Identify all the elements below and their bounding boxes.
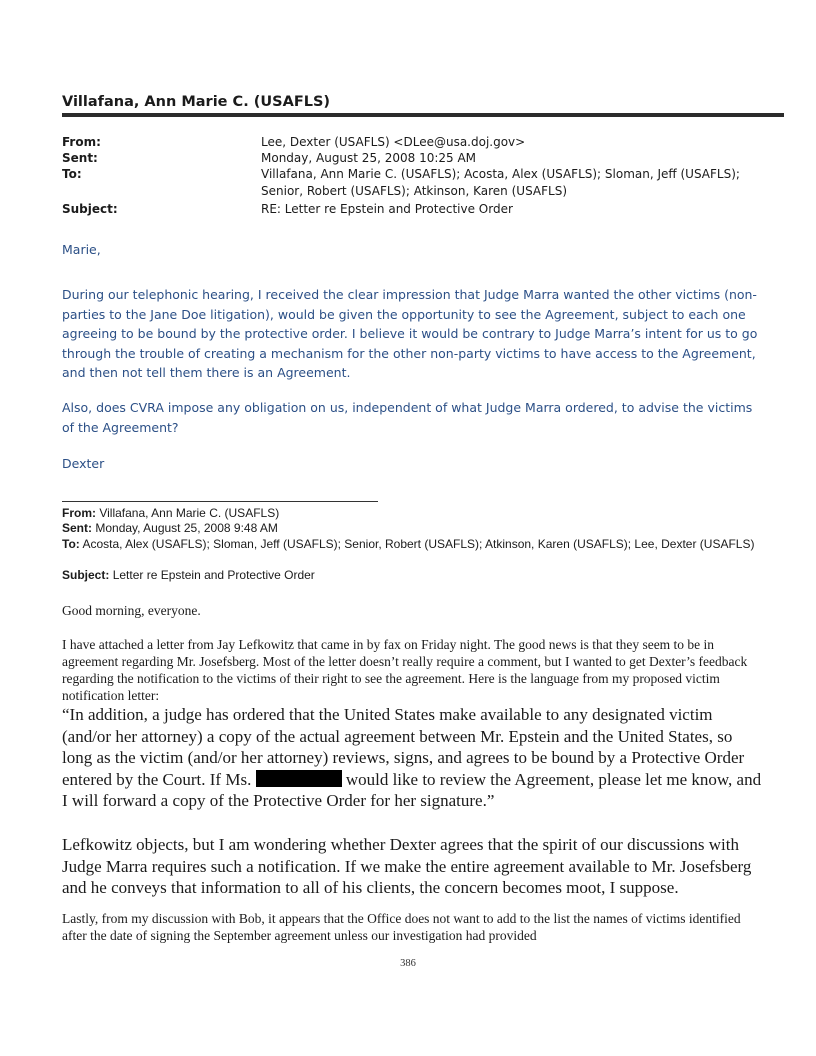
forwarded-from-value: Villafana, Ann Marie C. (USAFLS) [99, 506, 280, 520]
forwarded-subject [62, 568, 762, 584]
sent-value: Monday, August 25, 2008 10:25 AM [261, 151, 477, 165]
forwarded-subject-value: Letter re Epstein and Protective Order [112, 568, 315, 582]
subject-label: Subject: [62, 202, 118, 216]
subject-value: RE: Letter re Epstein and Protective Order [261, 202, 513, 216]
quote-text-part-1: “In addition, a judge has ordered that the United States make available to any designated victim (and/or her attorney) a copy of the actual agreement between Mr. Epstein and the United States, so long as the victim (and/or her attorney) reviews, signs, and agrees to be bound by a Protective Order entered by the Court. If Ms. [62, 705, 745, 789]
forwarded-from [62, 506, 762, 522]
mailbox-owner-title: Villafana, Ann Marie C. (USAFLS) [62, 94, 331, 110]
forwarded-to-value: Acosta, Alex (USAFLS); Sloman, Jeff (USAFLS); Senior, Robert (USAFLS); Atkinson, Karen (USAFLS); Lee, Dexter (USAFLS) [82, 537, 755, 551]
to-label: To: [62, 167, 82, 181]
quote-text-part-2: would like to review the Agreement, please let me know, and I will forward a copy of the Protective Order for her signature.” [62, 769, 762, 810]
forwarded-to-label: To: [62, 537, 80, 551]
from-value: Lee, Dexter (USAFLS) <DLee@usa.doj.gov> [261, 135, 526, 149]
body-greeting: Good morning, everyone. [62, 603, 201, 618]
body-paragraph-1: I have attached a letter from Jay Lefkowitz that came in by fax on Friday night. The good news is that they seem to be in agreement regarding Mr. Josefsberg. Most of the letter doesn’t really require a comment, but I wanted to get Dexter’s feedback regarding the notification to the victims of their right to see the agreement. Here is the language from my proposed victim notification letter: [62, 637, 748, 703]
forwarded-sent [62, 521, 762, 537]
header-rule [62, 113, 784, 117]
to-value: Villafana, Ann Marie C. (USAFLS); Acosta, Alex (USAFLS); Sloman, Jeff (USAFLS); Senior, Robert (USAFLS); Atkinson, Karen (USAFLS) [261, 167, 740, 198]
forwarded-subject-label: Subject: [62, 568, 110, 582]
quoted-message-divider [62, 501, 378, 502]
from-label: From: [62, 135, 101, 149]
forwarded-to [62, 537, 762, 553]
reply-signature: Dexter [62, 456, 105, 471]
redaction-box [256, 770, 342, 787]
body-paragraph-2: Lefkowitz objects, but I am wondering whether Dexter agrees that the spirit of our discussions with Judge Marra requires such a notification. If we make the entire agreement available to Mr. Josefsberg and he conveys that information to all of his clients, the concern becomes moot, I suppose. [62, 835, 752, 897]
page-number: 386 [400, 958, 416, 969]
forwarded-sent-value: Monday, August 25, 2008 9:48 AM [95, 521, 278, 535]
reply-paragraph-1: During our telephonic hearing, I received the clear impression that Judge Marra wanted the other victims (non-parties to the Jane Doe litigation), would be given the opportunity to see the Agreement, subject to each one agreeing to be bound by the protective order. I believe it would be contrary to Judge Marra’s intent for us to go through the trouble of creating a mechanism for the other non-party victims to have access to the Agreement, and then not tell them there is an Agreement. [62, 287, 758, 380]
forwarded-from-label: From: [62, 506, 96, 520]
body-paragraph-3: Lastly, from my discussion with Bob, it appears that the Office does not want to add to the list the names of victims identified after the date of signing the September agreement unless our investigation had provided [62, 911, 741, 943]
forwarded-sent-label: Sent: [62, 521, 92, 535]
reply-greeting: Marie, [62, 242, 101, 257]
sent-label: Sent: [62, 151, 98, 165]
quoted-notification-language [62, 704, 762, 812]
reply-paragraph-2: Also, does CVRA impose any obligation on us, independent of what Judge Marra ordered, to advise the victims of the Agreement? [62, 400, 753, 435]
